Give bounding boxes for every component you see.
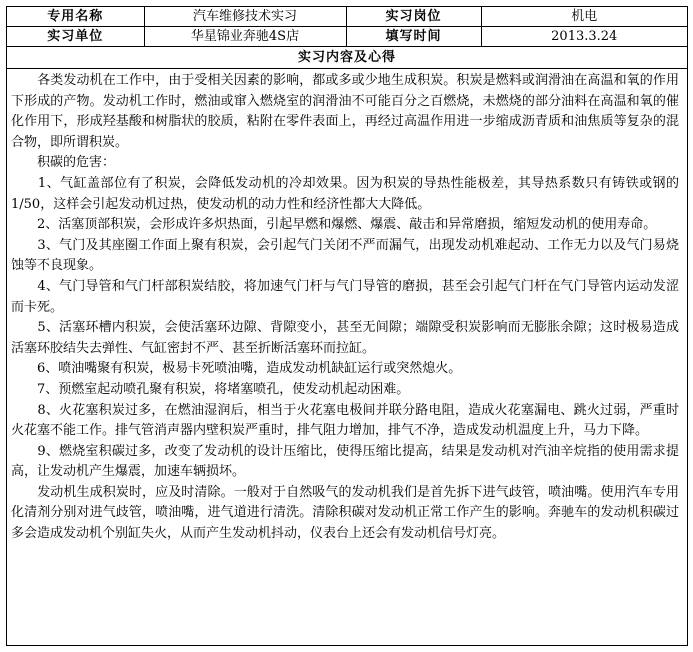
paragraph: 1、气缸盖部位有了积炭，会降低发动机的冷却效果。因为积炭的导热性能极差，其导热系数只有铸铁或钢的1/50，这样会引起发动机过热，使发动机的动力性和经济性都大大降低。 — [11, 175, 679, 212]
paragraph: 5、活塞环槽内积炭，会使活塞环边隙、背隙变小，甚至无间隙；端隙受积炭影响而无膨胀余隙；这时极易造成活塞环胶结失去弹性、气缸密封不严、甚至折断活塞环而拉缸。 — [11, 320, 679, 356]
date-value: 2013.3.24 — [481, 27, 687, 47]
unit-label: 实习单位 — [7, 27, 144, 47]
date-label: 填写时间 — [346, 27, 481, 47]
paragraph: 发动机生成积炭时，应及时清除。一般对于自然吸气的发动机我们是首先拆下进气歧管，喷油嘴。使用汽车专用化清剂分别对进气歧管，喷油嘴，进气道进行清洗。清除积碳对发动机正常工作产生的影响。奔驰车的发动机积碳过多会造成发动机个别缸失火，从而产生发动机抖动，仪表台上还会有发动机信号灯亮。 — [11, 484, 679, 542]
major-label: 专用名称 — [7, 7, 144, 27]
header-row-2 — [7, 27, 687, 47]
paragraph: 8、火花塞积炭过多，在燃油湿润后，相当于火花塞电极间并联分路电阻，造成火花塞漏电、跳火过弱，严重时火花塞不能工作。排气管消声器内壁积炭严重时，排气阻力增加，排气不净，造成发动机温度上升，马力下降。 — [11, 402, 679, 439]
internship-record-form — [6, 6, 688, 646]
major-value: 汽车维修技术实习 — [144, 7, 346, 27]
header-table — [7, 7, 687, 47]
content-body — [11, 71, 679, 545]
section-title: 实习内容及心得 — [7, 48, 687, 69]
paragraph: 积碳的危害： — [11, 155, 116, 171]
post-label: 实习岗位 — [346, 7, 481, 27]
post-value: 机电 — [481, 7, 687, 27]
paragraph: 3、气门及其座圈工作面上聚有积炭，会引起气门关闭不严而漏气，出现发动机难起动、工作无力以及气门易烧蚀等不良现象。 — [11, 237, 679, 274]
unit-value: 华星锦业奔驰4S店 — [144, 27, 346, 47]
header-row-1 — [7, 7, 687, 27]
paragraph: 各类发动机在工作中，由于受相关因素的影响，都或多或少地生成积炭。积炭是燃料或润滑油在高温和氧的作用下形成的产物。发动机工作时，燃油或窜入燃烧室的润滑油不可能百分之百燃烧，未燃烧的部分油料在高温和氧的催化作用下，形成羟基酸和树脂状的胶质，粘附在零件表面上，再经过高温作用进一步缩成沥青质和油焦质等复杂的混合物，即所谓积炭。 — [11, 73, 679, 150]
paragraph: 7、预燃室起动喷孔聚有积炭，将堵塞喷孔，使发动机起动困难。 — [11, 381, 410, 397]
paragraph: 4、气门导管和气门杆部积炭结胶，将加速气门杆与气门导管的磨损，甚至会引起气门杆在气门导管内运动发涩而卡死。 — [11, 278, 679, 315]
paragraph: 6、喷油嘴聚有积炭，极易卡死喷油嘴，造成发动机缺缸运行或突然熄火。 — [11, 361, 462, 377]
paragraph: 2、活塞顶部积炭，会形成许多炽热面，引起早燃和爆燃、爆震、敲击和异常磨损，缩短发动机的使用寿命。 — [11, 217, 657, 233]
paragraph: 9、燃烧室积碳过多，改变了发动机的设计压缩比，使得压缩比提高，结果是发动机对汽油辛烷指的使用需求提高，让发动机产生爆震，加速车辆损坏。 — [11, 443, 679, 480]
